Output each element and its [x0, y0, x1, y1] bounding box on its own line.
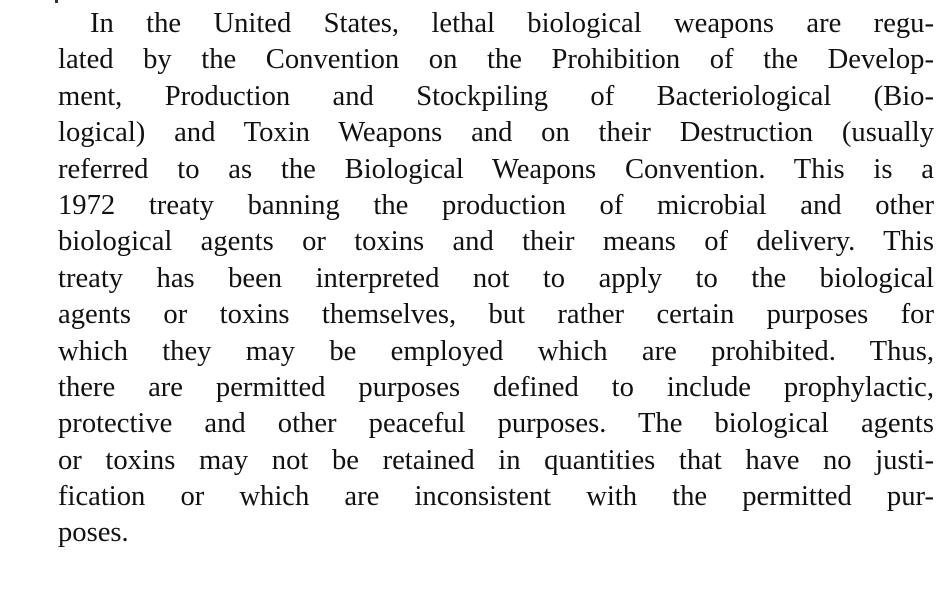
paragraph-line: 1972 treaty banning the production of microbial and other [58, 189, 934, 221]
paragraph-line: there are permitted purposes defined to include prophylactic, [58, 371, 934, 403]
paragraph-line: protective and other peaceful purposes. The biological agents [58, 408, 934, 440]
paragraph-line: referred to as the Biological Weapons Convention. This is a [58, 153, 934, 185]
paragraph-line: treaty has been interpreted not to apply to the biological [58, 262, 934, 294]
body-paragraph [58, 6, 934, 552]
paragraph-line: lated by the Convention on the Prohibition of the Develop- [58, 44, 934, 76]
paragraph-line: ment, Production and Stockpiling of Bacteriological (Bio- [58, 80, 934, 112]
paragraph-line: logical) and Toxin Weapons and on their Destruction (usually [58, 117, 934, 149]
paragraph-line: agents or toxins themselves, but rather certain purposes for [58, 299, 934, 331]
paragraph-line: biological agents or toxins and their means of delivery. This [58, 226, 934, 258]
paragraph-line: In the United States, lethal biological weapons are regu- [90, 8, 934, 39]
paragraph-line: or toxins may not be retained in quantities that have no justi- [58, 444, 934, 476]
scan-mark [55, 0, 58, 3]
paragraph-line: poses. [58, 517, 129, 549]
paragraph-line: fication or which are inconsistent with the permitted pur- [58, 481, 934, 513]
paragraph-line: which they may be employed which are prohibited. Thus, [58, 335, 934, 367]
